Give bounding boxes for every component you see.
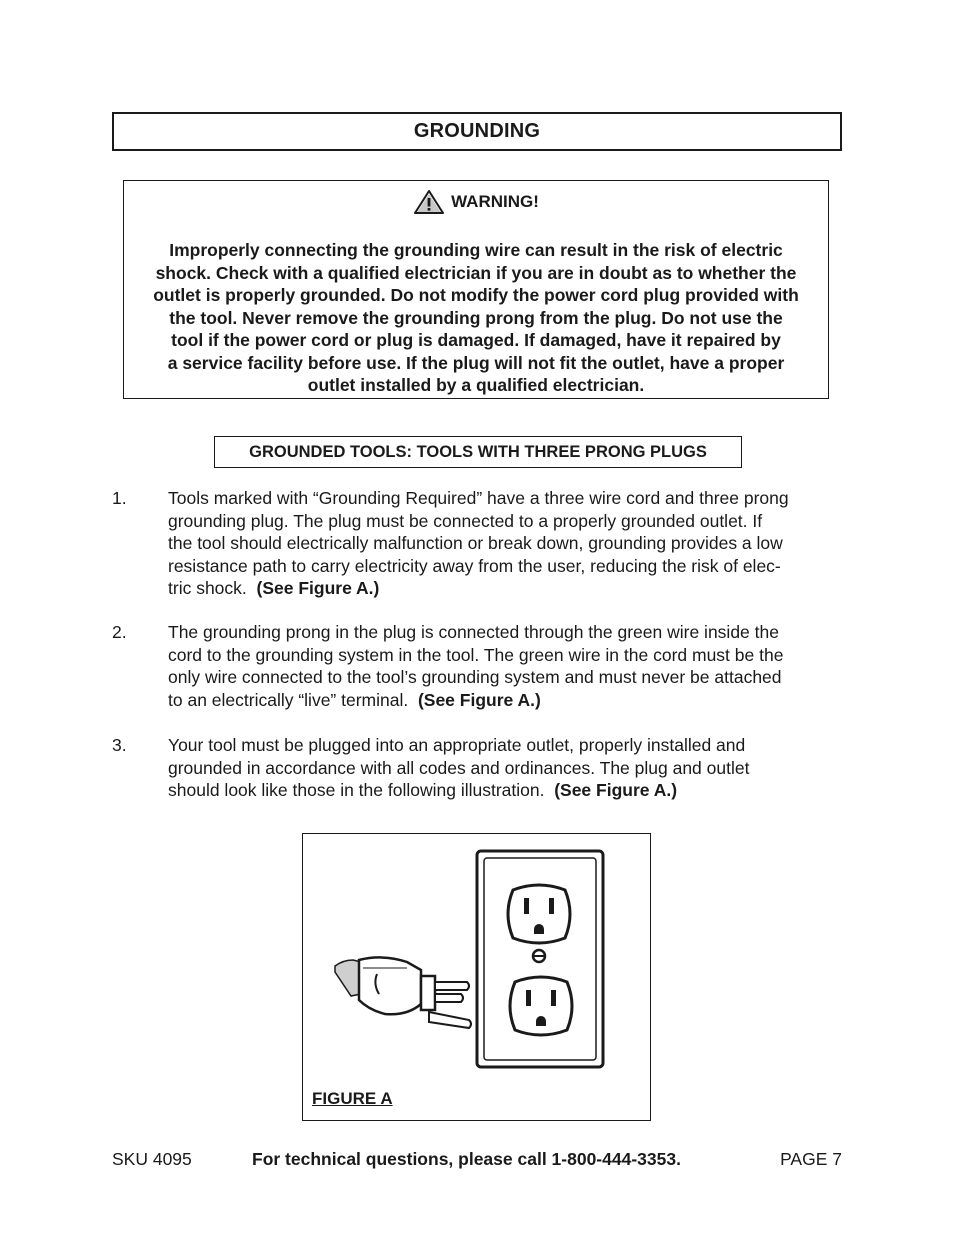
item-line: The grounding prong in the plug is connected through the green wire inside the	[168, 622, 779, 642]
item-line: Tools marked with “Grounding Required” have a three wire cord and three prong	[168, 488, 789, 508]
footer-page-number: PAGE 7	[780, 1149, 842, 1169]
item-number: 2.	[112, 622, 127, 642]
section-title	[112, 112, 842, 151]
warning-line: shock. Check with a qualified electrician if you are in doubt as to whether the	[155, 262, 797, 283]
item-line: the tool should electrically malfunction or break down, grounding provides a low	[168, 533, 783, 553]
warning-box	[123, 180, 829, 399]
plug-and-outlet-illustration	[303, 834, 649, 1119]
list-item	[112, 734, 838, 802]
item-body	[168, 621, 838, 711]
subheading-text: GROUNDED TOOLS: TOOLS WITH THREE PRONG PLUGS	[249, 442, 707, 461]
warning-line: outlet is properly grounded. Do not modify the power cord plug provided with	[153, 285, 799, 305]
footer-technical-questions: For technical questions, please call 1-800-444-3353.	[252, 1149, 681, 1169]
warning-line: outlet installed by a qualified electrician.	[307, 375, 645, 395]
section-title-text: GROUNDING	[413, 120, 541, 142]
warning-line: tool if the power cord or plug is damaged. If damaged, have it repaired by	[171, 330, 781, 350]
item-line-last	[168, 689, 838, 712]
item-line: should look like those in the following illustration.	[168, 780, 555, 800]
list-item	[112, 487, 838, 600]
item-line: resistance path to carry electricity away from the user, reducing the risk of elec-	[168, 555, 781, 576]
warning-line: Improperly connecting the grounding wire can result in the risk of electric	[169, 240, 783, 260]
warning-heading-text: WARNING!	[451, 192, 539, 211]
warning-line: a service facility before use. If the plug will not fit the outlet, have a proper	[167, 352, 785, 373]
item-line-last	[168, 779, 838, 802]
item-body	[168, 487, 838, 600]
warning-heading	[124, 189, 828, 215]
three-prong-plug-icon	[335, 957, 471, 1028]
item-line: cord to the grounding system in the tool. The green wire in the cord must be the	[168, 644, 784, 665]
warning-text	[128, 239, 824, 397]
item-body	[168, 734, 838, 802]
figure-reference: (See Figure A.)	[417, 689, 541, 710]
figure-caption: FIGURE A	[312, 1089, 393, 1108]
upper-receptacle-icon	[508, 885, 570, 943]
warning-triangle-icon	[413, 189, 445, 215]
item-line: only wire connected to the tool’s grounding system and must never be attached	[168, 667, 782, 687]
list-item	[112, 621, 838, 711]
item-line: tric shock.	[168, 578, 257, 598]
footer-sku: SKU 4095	[112, 1149, 192, 1169]
figure-reference: (See Figure A.)	[554, 780, 678, 800]
item-number: 3.	[112, 735, 127, 755]
item-line: Your tool must be plugged into an appropriate outlet, properly installed and	[168, 735, 746, 755]
item-number: 1.	[112, 488, 127, 508]
item-line: grounding plug. The plug must be connected to a properly grounded outlet. If	[168, 510, 763, 531]
item-line-last	[168, 577, 838, 600]
center-screw-icon	[533, 950, 545, 962]
subheading	[214, 436, 742, 468]
warning-line: the tool. Never remove the grounding prong from the plug. Do not use the	[169, 307, 783, 328]
lower-receptacle-icon	[510, 977, 572, 1035]
figure-a	[302, 833, 651, 1121]
figure-reference: (See Figure A.)	[256, 578, 380, 598]
item-line: grounded in accordance with all codes and ordinances. The plug and outlet	[168, 757, 750, 778]
item-line: to an electrically “live” terminal.	[168, 689, 418, 710]
